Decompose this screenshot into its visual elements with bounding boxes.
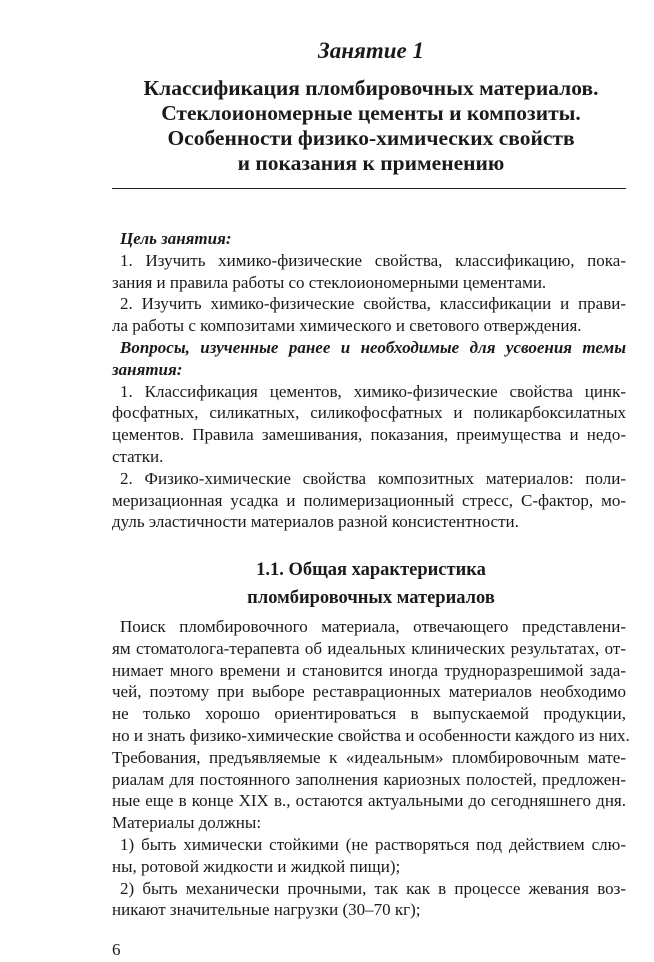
question-item-1-line: статки.	[112, 446, 164, 466]
goal-item-1-line: зания и правила работы со стеклоиономерными цементами.	[112, 272, 547, 292]
lesson-title-line: Классификация пломбировочных материалов.	[143, 76, 599, 100]
lesson-title-line: Стеклоиономерные цементы и композиты.	[161, 101, 581, 125]
question-item-1-line: цементов. Правила замешивания, показания, преимущества и недо-	[112, 425, 626, 445]
questions-heading	[112, 337, 626, 381]
lesson-title	[0, 76, 654, 176]
goals-heading: Цель занятия:	[120, 229, 232, 248]
section-body	[112, 616, 630, 921]
goal-item-2	[112, 293, 626, 337]
lesson-title-line: Особенности физико-химических свойств	[167, 126, 575, 150]
question-item-2-line: дуль эластичности материалов разной консистентности.	[112, 512, 519, 532]
lesson-goals-block	[112, 228, 626, 533]
paragraph-line: Материалы должны:	[112, 813, 262, 833]
questions-heading-line: Вопросы, изученные ранее и необходимые для усвоения темы	[120, 337, 626, 357]
section-title	[0, 556, 654, 612]
question-item-1-line: фосфатных, силикатных, силикофосфатных и поликарбоксилатных	[112, 403, 626, 423]
paragraph-line: не только хорошо ориентироваться в выпускаемой продукции,	[112, 704, 626, 724]
paragraph-line: ям стоматолога-терапевта об идеальных клинических результатах, от-	[112, 638, 626, 658]
goal-item-1-line: 1. Изучить химико-физические свойства, классификацию, пока-	[120, 250, 626, 270]
paragraph-line: Требования, предъявляемые к «идеальным» пломбировочным мате-	[112, 747, 626, 767]
question-item-2-line: меризационная усадка и полимеризационный стресс, С-фактор, мо-	[112, 490, 626, 510]
section-paragraph	[112, 616, 630, 834]
goal-item-2-line: 2. Изучить химико-физические свойства, классификации и прави-	[120, 294, 626, 314]
page-number: 6	[112, 940, 121, 959]
requirement-item-1	[112, 834, 626, 878]
lesson-title-line: и показания к применению	[237, 151, 505, 175]
requirement-item-1-line: 1) быть химически стойкими (не растворяться под действием слю-	[120, 834, 626, 854]
question-item-1	[112, 381, 626, 468]
paragraph-line: нимает много времени и становится иногда трудноразрешимой зада-	[112, 660, 626, 680]
paragraph-line: Поиск пломбировочного материала, отвечающего представлени-	[120, 617, 626, 636]
requirement-item-2-line: никают значительные нагрузки (30–70 кг);	[112, 900, 421, 920]
lesson-number: Занятие 1	[318, 38, 424, 63]
paragraph-line: риалам для постоянного заполнения кариозных полостей, предложен-	[112, 769, 626, 789]
section-title-line: 1.1. Общая характеристика	[256, 560, 486, 580]
requirement-item-2-line: 2) быть механически прочными, так как в процессе жевания воз-	[120, 878, 626, 898]
paragraph-line: чей, поэтому при выборе реставрационных материалов необходимо	[112, 682, 626, 702]
paragraph-line: но и знать физико-химические свойства и особенности каждого из них.	[112, 725, 630, 745]
requirement-item-2	[112, 878, 626, 922]
paragraph-line: ные еще в конце XIX в., остаются актуальными до сегодняшнего дня.	[112, 791, 626, 811]
section-title-line: пломбировочных материалов	[247, 588, 495, 608]
question-item-1-line: 1. Классификация цементов, химико-физические свойства цинк-	[120, 381, 626, 401]
goal-item-2-line: ла работы с композитами химического и светового отверждения.	[112, 316, 582, 336]
question-item-2-line: 2. Физико-химические свойства композитных материалов: поли-	[120, 468, 626, 488]
question-item-2	[112, 468, 626, 533]
requirement-item-1-line: ны, ротовой жидкости и жидкой пищи);	[112, 856, 401, 876]
title-divider	[112, 188, 626, 189]
goal-item-1	[112, 250, 626, 294]
questions-heading-line: занятия:	[112, 359, 183, 379]
